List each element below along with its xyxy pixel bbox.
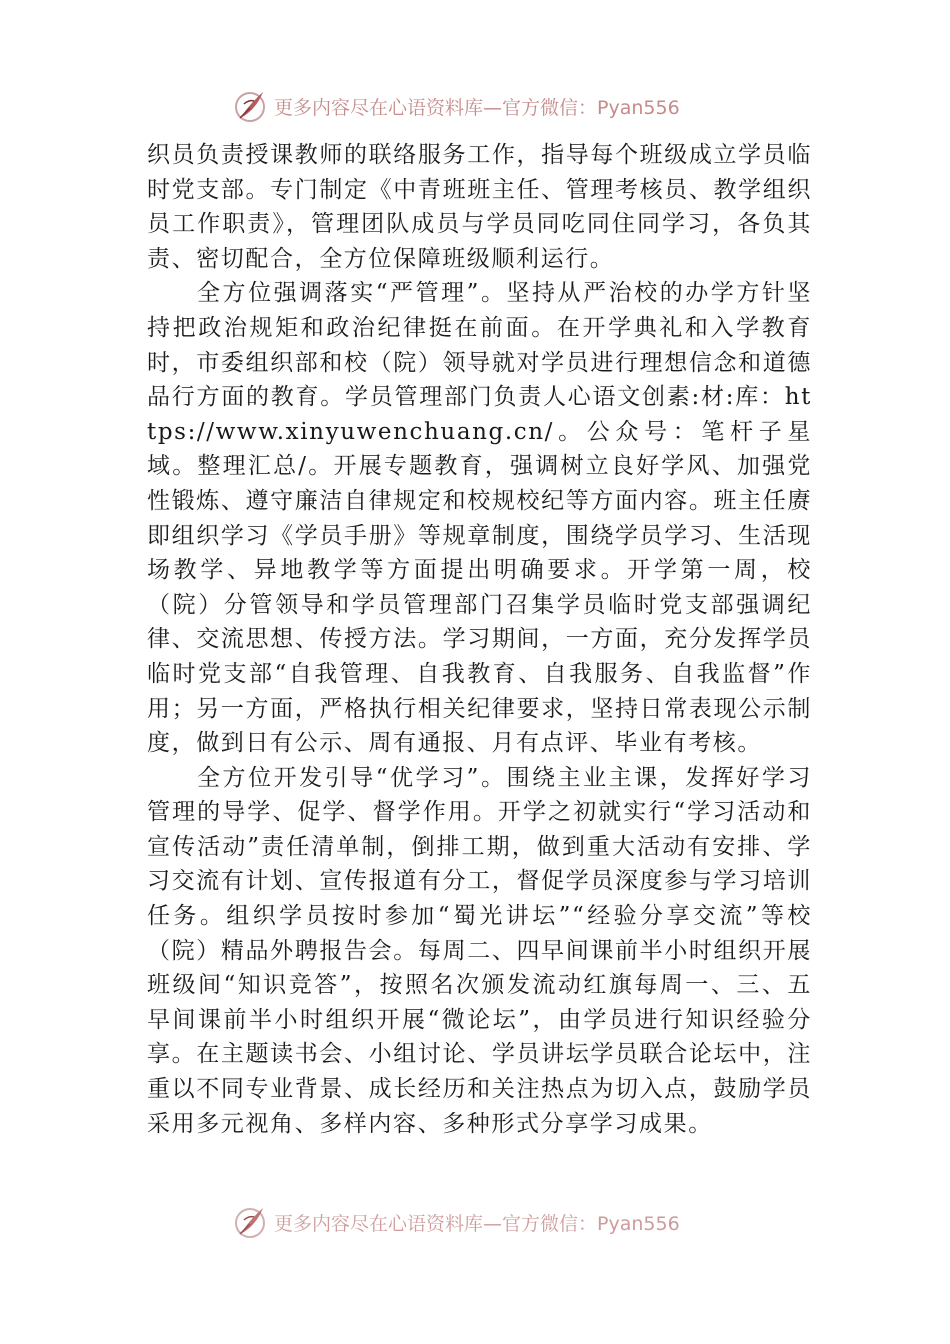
document-body <box>147 138 812 1141</box>
feather-pen-logo-icon <box>232 88 268 124</box>
watermark-footer <box>232 1204 680 1240</box>
watermark-text: 更多内容尽在心语资料库—官方微信：Pyan556 <box>274 1212 680 1235</box>
watermark-header <box>232 88 680 124</box>
feather-pen-logo-icon <box>232 1204 268 1240</box>
watermark-text: 更多内容尽在心语资料库—官方微信：Pyan556 <box>274 96 680 119</box>
paragraph-3: 全方位开发引导“优学习”。围绕主业主课，发挥好学习管理的导学、促学、督学作用。开学之初就实行“学习活动和宣传活动”责任清单制，倒排工期，做到重大活动有安排、学习交流有计划、宣传报道有分工，督促学员深度参与学习培训任务。组织学员按时参加“蜀光讲坛”“经验分享交流”等校（院）精品外聘报告会。每周二、四早间课前半小时组织开展班级间“知识竞答”，按照名次颁发流动红旗每周一、三、五早间课前半小时组织开展“微论坛”，由学员进行知识经验分享。在主题读书会、小组讨论、学员讲坛学员联合论坛中，注重以不同专业背景、成长经历和关注热点为切入点，鼓励学员采用多元视角、多样内容、多种形式分享学习成果。 <box>147 764 812 1137</box>
paragraph-1: 织员负责授课教师的联络服务工作，指导每个班级成立学员临时党支部。专门制定《中青班班主任、管理考核员、教学组织员工作职责》，管理团队成员与学员同吃同住同学习，各负其责、密切配合，全方位保障班级顺利运行。 <box>147 142 812 272</box>
paragraph-2: 全方位强调落实“严管理”。坚持从严治校的办学方针坚持把政治规矩和政治纪律挺在前面。在开学典礼和入学教育时，市委组织部和校（院）领导就对学员进行理想信念和道德品行方面的教育。学员管理部门负责人心语文创素:材:库：https://www.xinyuwenchuang.cn/。公众号：笔杆子星域。整理汇总/。开展专题教育，强调树立良好学风、加强党性锻炼、遵守廉洁自律规定和校规校纪等方面内容。班主任赓即组织学习《学员手册》等规章制度，围绕学员学习、生活现场教学、异地教学等方面提出明确要求。开学第一周，校（院）分管领导和学员管理部门召集学员临时党支部强调纪律、交流思想、传授方法。学习期间，一方面，充分发挥学员临时党支部“自我管理、自我教育、自我服务、自我监督”作用；另一方面，严格执行相关纪律要求，坚持日常表现公示制度，做到日有公示、周有通报、月有点评、毕业有考核。 <box>147 280 812 757</box>
